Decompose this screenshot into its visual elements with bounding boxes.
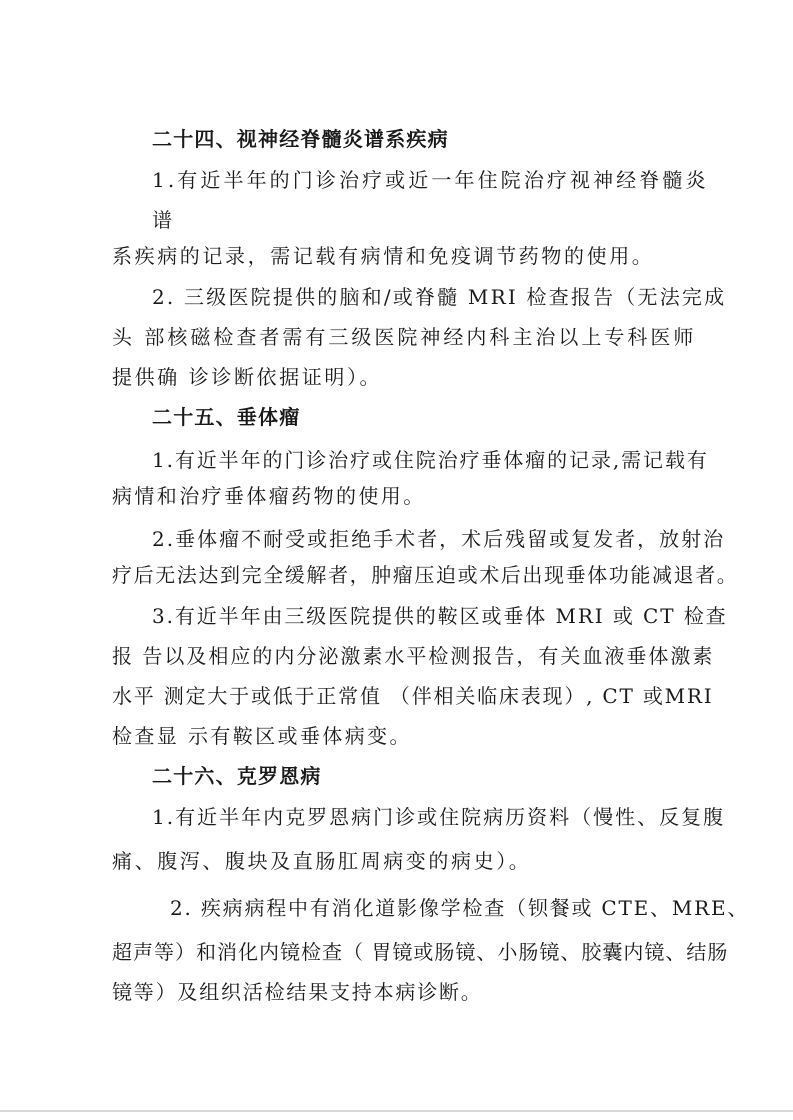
paragraph-line: 痛、腹泻、腹块及直肠肛周病变的病史）。	[112, 849, 532, 873]
section-heading-25: 二十五、垂体瘤	[152, 405, 301, 429]
paragraph-line: 谱	[152, 208, 175, 232]
paragraph-line: 系疾病的记录，需记载有病情和免疫调节药物的使用。	[112, 244, 655, 268]
paragraph-line: 水平 测定大于或低于正常值 （伴相关临床表现）, CT 或MRI	[112, 684, 714, 708]
page-bottom-edge	[0, 1110, 793, 1112]
paragraph-line: 1.有近半年的门诊治疗或近一年住院治疗视神经脊髓炎	[152, 168, 709, 192]
paragraph-line: 镜等）及组织活检结果支持本病诊断。	[112, 980, 483, 1004]
section-heading-26: 二十六、克罗恩病	[152, 764, 322, 788]
paragraph-line: 2.垂体瘤不耐受或拒绝手术者，术后残留或复发者，放射治	[152, 527, 726, 551]
paragraph-line: 2. 疾病病程中有消化道影像学检查（钡餐或 CTE、MRE、	[170, 896, 750, 920]
paragraph-line: 1.有近半年内克罗恩病门诊或住院病历资料（慢性、反复腹	[152, 805, 726, 829]
section-heading-24: 二十四、视神经脊髓炎谱系疾病	[152, 127, 449, 151]
paragraph-line: 疗后无法达到完全缓解者，肿瘤压迫或术后出现垂体功能减退者。	[112, 563, 739, 587]
paragraph-line: 2. 三级医院提供的脑和/或脊髓 MRI 检查报告（无法完成	[152, 285, 727, 309]
paragraph-line: 1.有近半年的门诊治疗或住院治疗垂体瘤的记录,需记载有	[152, 448, 709, 472]
paragraph-line: 头 部核磁检查者需有三级医院神经内科主治以上专科医师	[112, 325, 697, 349]
paragraph-line: 超声等）和消化内镜检查（ 胃镜或肠镜、小肠镜、胶囊内镜、结肠	[112, 940, 729, 964]
paragraph-line: 检查显 示有鞍区或垂体病变。	[112, 724, 412, 748]
paragraph-line: 报 告以及相应的内分泌激素水平检测报告，有关血液垂体激素	[112, 644, 715, 668]
paragraph-line: 3.有近半年由三级医院提供的鞍区或垂体 MRI 或 CT 检查	[152, 604, 728, 628]
paragraph-line: 提供确 诊诊断依据证明）。	[112, 365, 383, 389]
paragraph-line: 病情和治疗垂体瘤药物的使用。	[112, 484, 426, 508]
